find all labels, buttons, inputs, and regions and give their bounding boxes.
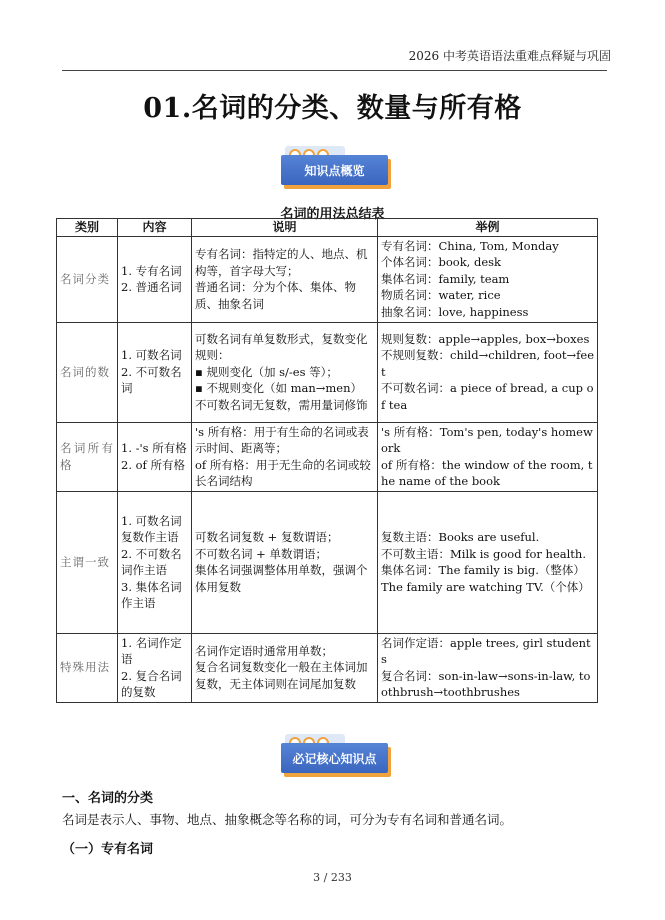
examples-line: 不可数主语：Milk is good for health.	[381, 546, 586, 561]
examples-line: 抽象名词：love, happiness	[381, 304, 529, 319]
explanation-line: ▪ 规则变化（加 s/-es 等）；	[195, 364, 338, 379]
content-line: 1. 名词作定语	[121, 635, 182, 666]
content-line: 1. 专有名词	[121, 263, 182, 278]
content-line: 2. 不可数名词	[121, 364, 182, 396]
examples-line: 名词作定语：apple trees, girl students	[381, 635, 591, 666]
content-line: 1. 可数名词	[121, 348, 182, 363]
explanation-cell	[192, 491, 378, 633]
table-header-row	[57, 219, 598, 237]
content-line: 1. -'s 所有格	[121, 441, 187, 455]
content-cell	[118, 236, 192, 322]
running-header: 2026 中考英语语法重难点释疑与巩固	[408, 49, 611, 63]
examples-cell	[378, 633, 598, 702]
table-row	[57, 422, 598, 491]
explanation-line: 普通名词：分为个体、集体、物质、抽象名词	[195, 280, 356, 311]
content-line: 2. 复合名词的复数	[121, 668, 182, 699]
examples-line: 个体名词：book, desk	[381, 255, 502, 270]
examples-line: The family are watching TV.（个体）	[381, 579, 590, 594]
explanation-line: 集体名词强调整体用单数，强调个体用复数	[195, 563, 368, 594]
examples-line: 复数主语：Books are useful.	[381, 530, 540, 544]
overview-banner	[277, 146, 388, 190]
content-line: 2. 普通名词	[121, 280, 182, 294]
content-line: 1. 可数名词复数作主语	[121, 513, 182, 544]
explanation-cell	[192, 633, 378, 702]
noun-usage-summary-table	[56, 218, 598, 703]
content-line: 3. 集体名词作主语	[121, 579, 182, 610]
column-header: 说明	[192, 219, 378, 237]
examples-cell	[378, 422, 598, 491]
explanation-cell	[192, 422, 378, 491]
page-number: 3 / 233	[313, 871, 352, 884]
examples-line: 不规则复数：child→children, foot→feet	[381, 348, 595, 379]
explanation-cell	[192, 322, 378, 422]
examples-line: 's 所有格：Tom's pen, today's homework	[381, 424, 593, 455]
examples-line: 集体名词：The family is big.（整体）	[381, 563, 585, 577]
table-caption: 名词的用法总结表	[280, 207, 385, 222]
column-header: 类别	[57, 219, 118, 237]
column-header: 内容	[118, 219, 192, 237]
table-body	[57, 236, 598, 702]
examples-line: 规则复数：apple→apples, box→boxes	[381, 331, 590, 346]
overview-banner-label: 知识点概览	[281, 155, 388, 185]
explanation-line: 可数名词有单复数形式，复数变化规则：	[195, 331, 368, 363]
section-paragraph: 名词是表示人、事物、地点、抽象概念等名称的词，可分为专有名词和普通名词。	[62, 812, 513, 827]
explanation-line: 's 所有格：用于有生命的名词或表示时间、距离等；	[195, 424, 369, 455]
core-banner-label: 必记核心知识点	[281, 743, 388, 773]
table-row	[57, 491, 598, 633]
examples-line: 复合名词：son-in-law→sons-in-law, toothbrush→toothbrushes	[381, 668, 591, 699]
examples-cell	[378, 236, 598, 322]
explanation-line: 名词作定语时通常用单数；	[195, 643, 333, 658]
examples-line: 物质名词：water, rice	[381, 288, 501, 303]
content-cell	[118, 322, 192, 422]
table-row	[57, 322, 598, 422]
section-subheading: （一）专有名词	[62, 842, 154, 857]
column-header: 举例	[378, 219, 598, 237]
content-line: 2. 不可数名词作主语	[121, 546, 182, 577]
explanation-line: 不可数名词无复数，需用量词修饰	[195, 397, 368, 412]
examples-cell	[378, 322, 598, 422]
category-cell: 名词分类	[57, 236, 118, 322]
examples-line: 不可数名词：a piece of bread, a cup of tea	[381, 381, 594, 412]
header-rule	[62, 70, 607, 71]
explanation-line: of 所有格：用于无生命的名词或较长名词结构	[195, 457, 371, 488]
explanation-line: 专有名词：指特定的人、地点、机构等，首字母大写；	[195, 247, 368, 278]
category-cell: 名词所有格	[57, 422, 118, 491]
examples-line: 专有名词：China, Tom, Monday	[381, 238, 559, 253]
examples-cell	[378, 491, 598, 633]
content-line: 2. of 所有格	[121, 457, 185, 472]
explanation-line: 可数名词复数 + 复数谓语；	[195, 530, 339, 544]
content-cell	[118, 491, 192, 633]
category-cell: 主谓一致	[57, 491, 118, 633]
section-heading: 一、名词的分类	[62, 791, 154, 806]
explanation-cell	[192, 236, 378, 322]
content-cell	[118, 422, 192, 491]
table-row	[57, 633, 598, 702]
content-cell	[118, 633, 192, 702]
page-title: 01.名词的分类、数量与所有格	[143, 93, 522, 124]
explanation-line: 复合名词复数变化一般在主体词加复数，无主体词则在词尾加复数	[195, 660, 368, 691]
category-cell: 特殊用法	[57, 633, 118, 702]
examples-line: 集体名词：family, team	[381, 271, 510, 286]
explanation-line: ▪ 不规则变化（如 man→men）	[195, 381, 363, 396]
core-banner	[277, 734, 388, 778]
table-row	[57, 236, 598, 322]
category-cell: 名词的数	[57, 322, 118, 422]
examples-line: of 所有格：the window of the room, the name of the book	[381, 457, 593, 488]
explanation-line: 不可数名词 + 单数谓语；	[195, 546, 327, 561]
